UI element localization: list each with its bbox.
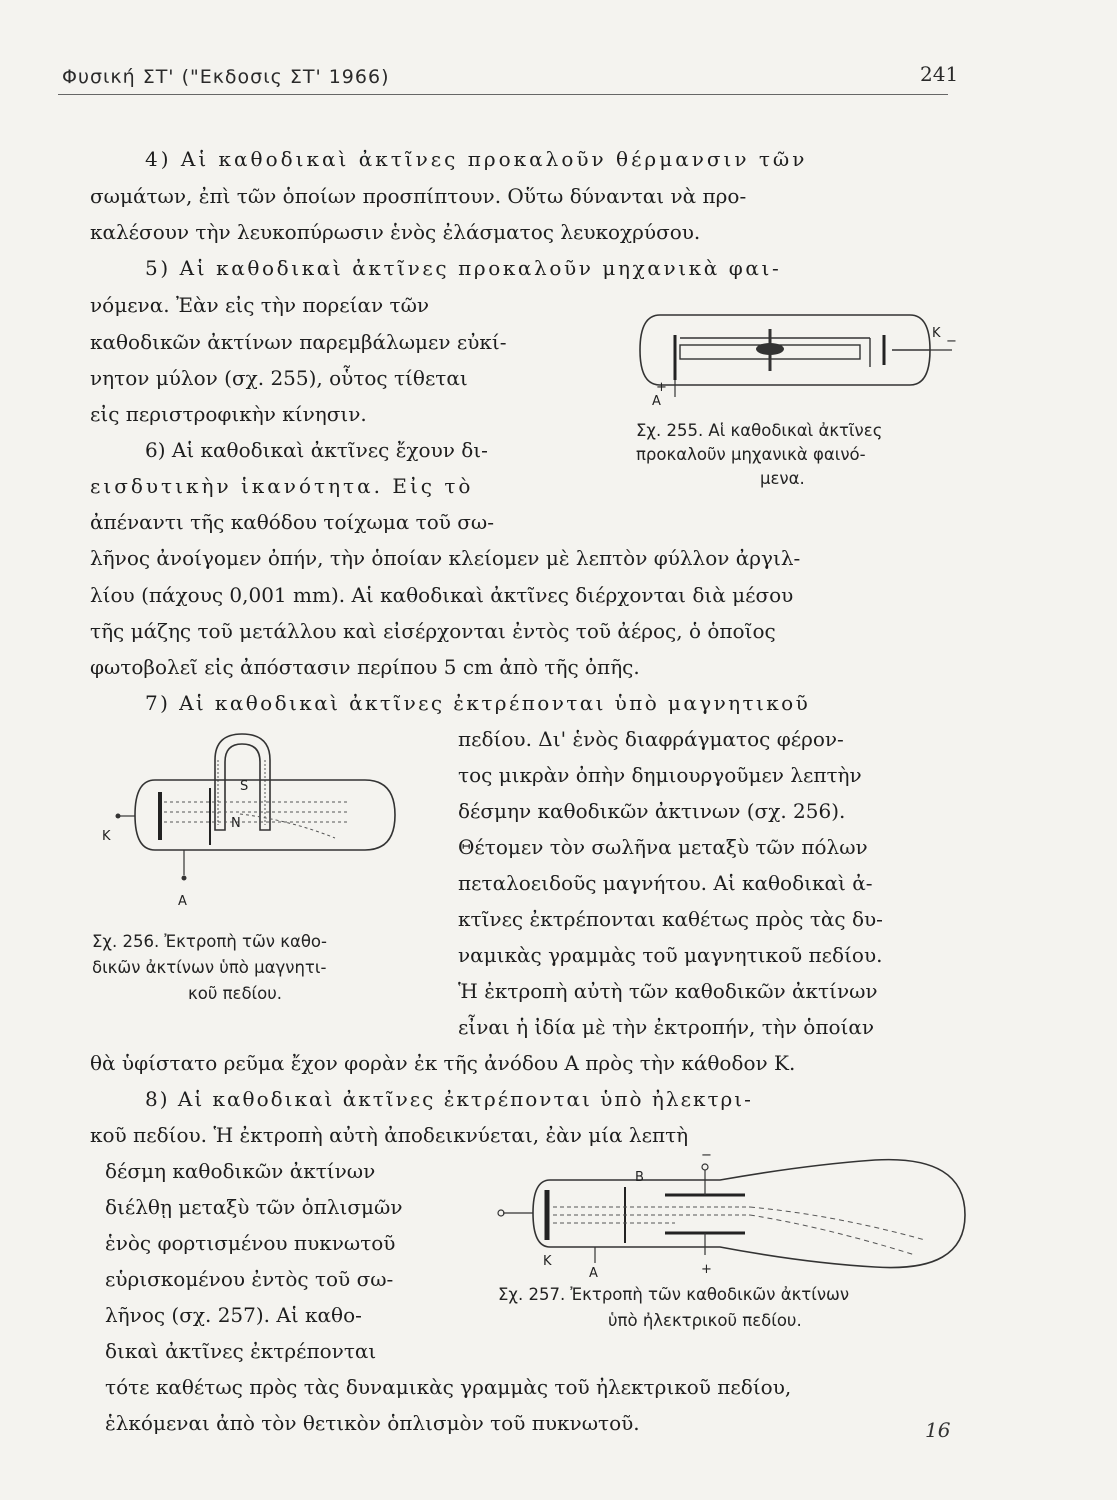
fig256-anode-label: Α (178, 894, 187, 909)
fig257-tube (533, 1160, 965, 1268)
fig255-caption-2: προκαλοῦν μηχανικὰ φαινό- (636, 445, 866, 464)
body-line-12: λῆνος ἀνοίγομεν ὀπήν, τὴν ὁποίαν κλείομεν μὲ λεπτὸν φύλλον ἀργιλ- (90, 546, 801, 570)
body-line-8: εἰς περιστροφικὴν κίνησιν. (90, 402, 367, 426)
fig256-deflected-beam (240, 814, 335, 838)
body-line-32: εὑρισκομένου ἐντὸς τοῦ σω- (105, 1267, 394, 1291)
fig257-minus-label: − (701, 1148, 712, 1163)
fig256-south-label: S (240, 779, 249, 794)
body-line-14: τῆς μάζης τοῦ μετάλλου καὶ εἰσέρχονται ἐντὸς τοῦ ἀέρος, ὁ ὁποῖος (90, 619, 776, 643)
body-line-6: καθοδικῶν ἀκτίνων παρεμβάλωμεν εὐκί- (90, 330, 507, 354)
fig257-plate-label: Β (635, 1170, 644, 1185)
figure-255-drawing (630, 305, 960, 409)
body-line-36: ἑλκόμεναι ἀπὸ τὸν θετικὸν ὁπλισμὸν τοῦ πυκνωτοῦ. (105, 1411, 640, 1435)
fig257-caption-2: ὑπὸ ἠλεκτρικοῦ πεδίου. (608, 1311, 802, 1330)
body-line-4: 5) Αἱ καθοδικαὶ ἀκτῖνες προκαλοῦν μηχανικὰ φαι- (145, 256, 782, 280)
body-line-11: ἀπέναντι τῆς καθόδου τοίχωμα τοῦ σω- (90, 510, 494, 534)
fig256-north-label: N (231, 816, 241, 831)
body-line-28: κοῦ πεδίου. Ἡ ἐκτροπὴ αὐτὴ ἀποδεικνύεται, ἐὰν μία λεπτὴ (90, 1123, 689, 1147)
figure-257-drawing (495, 1148, 975, 1281)
body-line-13: λίου (πάχους 0,001 mm). Αἱ καθοδικαὶ ἀκτῖνες διέρχονται διὰ μέσου (90, 583, 794, 607)
running-head: Φυσική ΣΤ' ("Εκδοσις ΣΤ' 1966) (62, 66, 390, 88)
body-line-31: ἑνὸς φορτισμένου πυκνωτοῦ (105, 1231, 396, 1255)
signature-mark: 16 (925, 1418, 951, 1442)
body-line-2: σωμάτων, ἐπὶ τῶν ὁποίων προσπίπτουν. Οὕτω δύνανται νὰ προ- (90, 184, 747, 208)
figure-256-drawing (100, 730, 410, 910)
fig257-deflected-beam-2 (750, 1207, 925, 1240)
body-line-21: πεταλοειδοῦς μαγνήτου. Αἱ καθοδικαὶ ἀ- (458, 871, 873, 895)
fig256-caption-2: δικῶν ἀκτίνων ὑπὸ μαγνητι- (92, 958, 327, 977)
fig257-anode-label: Α (589, 1266, 598, 1281)
fig256-caption-1: Σχ. 256. Ἐκτροπὴ τῶν καθο- (92, 932, 327, 951)
body-line-5: νόμενα. Ἐὰν εἰς τὴν πορείαν τῶν (90, 293, 430, 317)
fig255-caption-3: μενα. (760, 469, 805, 488)
fig255-anode-label: Α (652, 394, 661, 409)
body-line-19: δέσμην καθοδικῶν ἀκτινων (σχ. 256). (458, 799, 846, 823)
fig257-plus-label: + (701, 1262, 712, 1277)
body-line-16: 7) Αἱ καθοδικαὶ ἀκτῖνες ἐκτρέπονται ὑπὸ μαγνητικοῦ (145, 691, 811, 715)
body-line-1: 4) Αἱ καθοδικαὶ ἀκτῖνες προκαλοῦν θέρμανσιν τῶν (145, 147, 808, 171)
body-line-23: ναμικὰς γραμμὰς τοῦ μαγνητικοῦ πεδίου. (458, 943, 883, 967)
body-line-18: τος μικρὰν ὀπὴν δημιουργοῦμεν λεπτὴν (458, 763, 862, 787)
figure-256 (100, 730, 410, 910)
figure-257 (495, 1148, 975, 1281)
fig255-minus-label: − (946, 334, 957, 349)
body-line-24: Ἡ ἐκτροπὴ αὐτὴ τῶν καθοδικῶν ἀκτίνων (458, 979, 878, 1003)
header-rule (58, 94, 948, 95)
figure-255 (630, 305, 960, 409)
body-line-10: εισδυτικὴν ἱκανότητα. Εἰς τὸ (90, 474, 474, 498)
body-line-29: δέσμη καθοδικῶν ἀκτίνων (105, 1159, 376, 1183)
body-line-3: καλέσουν τὴν λευκοπύρωσιν ἑνὸς ἐλάσματος λευκοχρύσου. (90, 220, 701, 244)
fig256-tube (135, 780, 395, 850)
body-line-27: 8) Αἱ καθοδικαὶ ἀκτῖνες ἐκτρέπονται ὑπὸ ἠλεκτρι- (145, 1087, 753, 1111)
body-line-30: διέλθῃ μεταξὺ τῶν ὁπλισμῶν (105, 1195, 403, 1219)
body-line-26: θὰ ὑφίστατο ρεῦμα ἔχον φορὰν ἐκ τῆς ἀνόδου Α πρὸς τὴν κάθοδον Κ. (90, 1051, 796, 1075)
fig255-tube (640, 315, 930, 385)
body-line-17: πεδίου. Δι' ἑνὸς διαφράγματος φέρον- (458, 727, 844, 751)
body-line-9: 6) Αἱ καθοδικαὶ ἀκτῖνες ἔχουν δι- (145, 438, 488, 462)
fig255-cathode-label: Κ (932, 326, 941, 341)
body-line-34: δικαὶ ἀκτῖνες ἐκτρέπονται (105, 1339, 377, 1363)
body-line-22: κτῖνες ἐκτρέπονται καθέτως πρὸς τὰς δυ- (458, 907, 883, 931)
fig255-caption-1: Σχ. 255. Αἱ καθοδικαὶ ἀκτῖνες (636, 421, 883, 440)
fig256-caption-3: κοῦ πεδίου. (188, 984, 283, 1003)
fig257-cathode-label: Κ (543, 1254, 552, 1269)
body-line-25: εἶναι ἡ ἰδία μὲ τὴν ἐκτροπήν, τὴν ὁποίαν (458, 1015, 875, 1039)
body-line-7: νητον μύλον (σχ. 255), οὗτος τίθεται (90, 366, 468, 390)
body-line-35: τότε καθέτως πρὸς τὰς δυναμικὰς γραμμὰς τοῦ ἠλεκτρικοῦ πεδίου, (105, 1375, 792, 1399)
page-number: 241 (920, 62, 959, 86)
body-line-15: φωτοβολεῖ εἰς ἀπόστασιν περίπου 5 cm ἀπὸ τῆς ὀπῆς. (90, 655, 640, 679)
fig257-caption-1: Σχ. 257. Ἐκτροπὴ τῶν καθοδικῶν ἀκτίνων (498, 1285, 850, 1304)
fig257-deflected-beam-1 (750, 1215, 915, 1255)
body-line-20: Θέτομεν τὸν σωλῆνα μεταξὺ τῶν πόλων (458, 835, 868, 859)
body-line-33: λῆνος (σχ. 257). Αἱ καθο- (105, 1303, 362, 1327)
fig256-cathode-label: Κ (102, 829, 111, 844)
fig255-plus-label: + (656, 380, 667, 395)
